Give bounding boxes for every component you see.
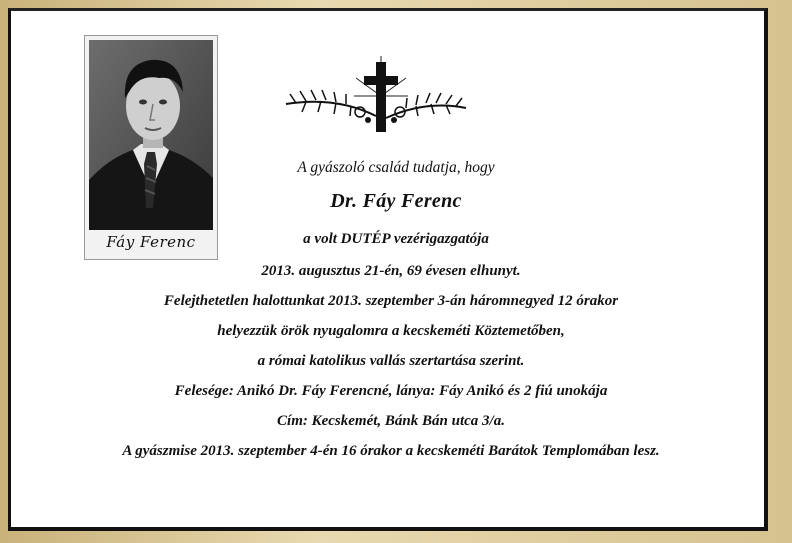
portrait-photo <box>84 35 218 260</box>
photo-caption: Fáy Ferenc <box>106 233 196 251</box>
death-line: 2013. augusztus 21-én, 69 évesen elhunyt. <box>261 263 521 279</box>
role-line: a volt DUTÉP vezérigazgatója <box>303 231 489 247</box>
funeral-line-1: Felejthetetlen halottunkat 2013. szeptember 3-án háromnegyed 12 órakor <box>163 293 619 309</box>
mass-line: A gyászmise 2013. szeptember 4-én 16 órakor a kecskeméti Barátok Templomában lesz. <box>122 443 660 459</box>
family-line: Felesége: Anikó Dr. Fáy Ferencné, lánya: Fáy Anikó és 2 fiú unokája <box>174 383 608 399</box>
intro-line: A gyászoló család tudatja, hogy <box>297 159 495 176</box>
obituary-card <box>8 8 768 531</box>
deceased-name: Dr. Fáy Ferenc <box>330 190 462 212</box>
address-line: Cím: Kecskemét, Bánk Bán utca 3/a. <box>277 413 505 429</box>
funeral-line-3: a római katolikus vallás szertartása szerint. <box>257 353 525 369</box>
cross-with-palm-branches-icon <box>276 56 476 136</box>
funeral-line-2: helyezzük örök nyugalomra a kecskeméti Köztemetőben, <box>217 323 565 339</box>
